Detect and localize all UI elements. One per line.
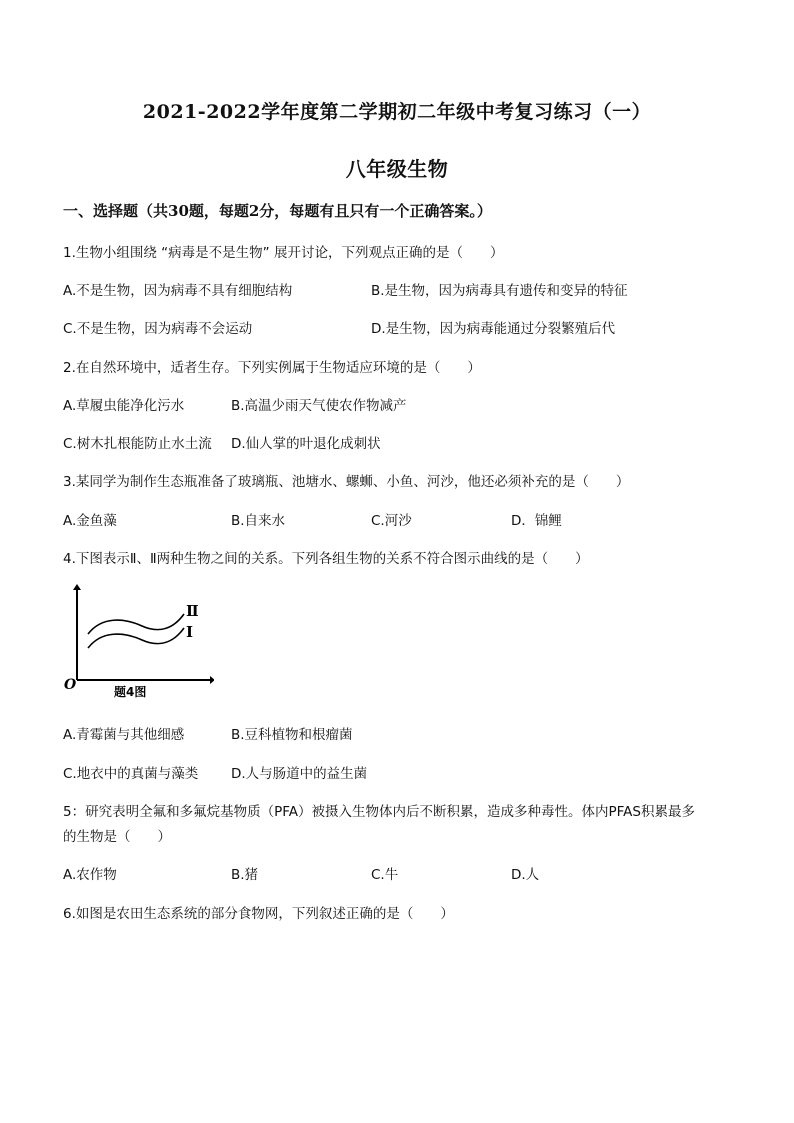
curve-upper (88, 614, 184, 634)
question-4-option-c: C.地衣中的真菌与藻类 (63, 766, 199, 782)
question-2-option-a: A.草履虫能净化污水 (63, 398, 185, 414)
curve-lower (88, 628, 184, 648)
exam-subtitle: 八年级生物 (345, 157, 449, 181)
question-5-stem-line-2: 的生物是（ ） (63, 829, 171, 845)
question-1-option-a: A.不是生物，因为病毒不具有细胞结构 (63, 283, 293, 299)
question-4-figure (62, 582, 214, 702)
question-1-stem: 1.生物小组围绕 “病毒是不是生物” 展开讨论，下列观点正确的是（ ） (63, 245, 504, 261)
question-1-option-d: D.是生物，因为病毒能通过分裂繁殖后代 (371, 321, 616, 337)
question-1-option-b: B.是生物，因为病毒具有遗传和变异的特征 (371, 283, 628, 299)
question-2-option-c: C.树木扎根能防止水土流 (63, 436, 212, 452)
question-4-stem: 4.下图表示Ⅱ、Ⅱ两种生物之间的关系。下列各组生物的关系不符合图示曲线的是（ ） (63, 551, 589, 567)
question-6-stem: 6.如图是农田生态系统的部分食物网，下列叙述正确的是（ ） (63, 906, 454, 922)
question-1-option-c: C.不是生物，因为病毒不会运动 (63, 321, 253, 337)
question-4-option-b: B.豆科植物和根瘤菌 (231, 727, 353, 743)
question-5-stem-line-1: 5：研究表明全氟和多氟烷基物质（PFA）被摄入生物体内后不断积累，造成多种毒性。体内PFAS积累最多 (63, 804, 695, 820)
curve-lower-label: Ⅰ (186, 623, 194, 641)
question-5-option-a: A.农作物 (63, 867, 117, 883)
question-4-option-d: D.人与肠道中的益生菌 (231, 766, 368, 782)
question-5-option-d: D.人 (511, 867, 540, 883)
question-5-option-c: C.牛 (371, 867, 399, 883)
question-2-option-d: D.仙人掌的叶退化成刺状 (231, 436, 381, 452)
question-4-option-a: A.青霉菌与其他细感 (63, 727, 185, 743)
question-2-stem: 2.在自然环境中，适者生存。下列实例属于生物适应环境的是（ ） (63, 360, 481, 376)
question-2-option-b: B.高温少雨天气使农作物减产 (231, 398, 407, 414)
exam-title: 2021-2022学年度第二学期初二年级中考复习练习（一） (142, 101, 652, 123)
origin-label: O (64, 677, 77, 693)
question-3-option-c: C.河沙 (371, 513, 412, 529)
figure-caption: 题4图 (114, 685, 147, 699)
x-axis-arrow (210, 676, 214, 684)
section-heading: 一、选择题（共30题，每题2分，每题有且只有一个正确答案。） (63, 202, 492, 220)
question-3-option-d: D．锦鲤 (511, 513, 562, 529)
question-5-option-b: B.猪 (231, 867, 259, 883)
y-axis-arrow (73, 584, 81, 590)
question-3-option-b: B.自来水 (231, 513, 286, 529)
question-3-option-a: A.金鱼藻 (63, 513, 117, 529)
question-3-stem: 3.某同学为制作生态瓶准备了玻璃瓶、池塘水、螺蛳、小鱼、河沙，他还必须补充的是（ ） (63, 474, 630, 490)
curve-upper-label: Ⅱ (186, 602, 199, 620)
